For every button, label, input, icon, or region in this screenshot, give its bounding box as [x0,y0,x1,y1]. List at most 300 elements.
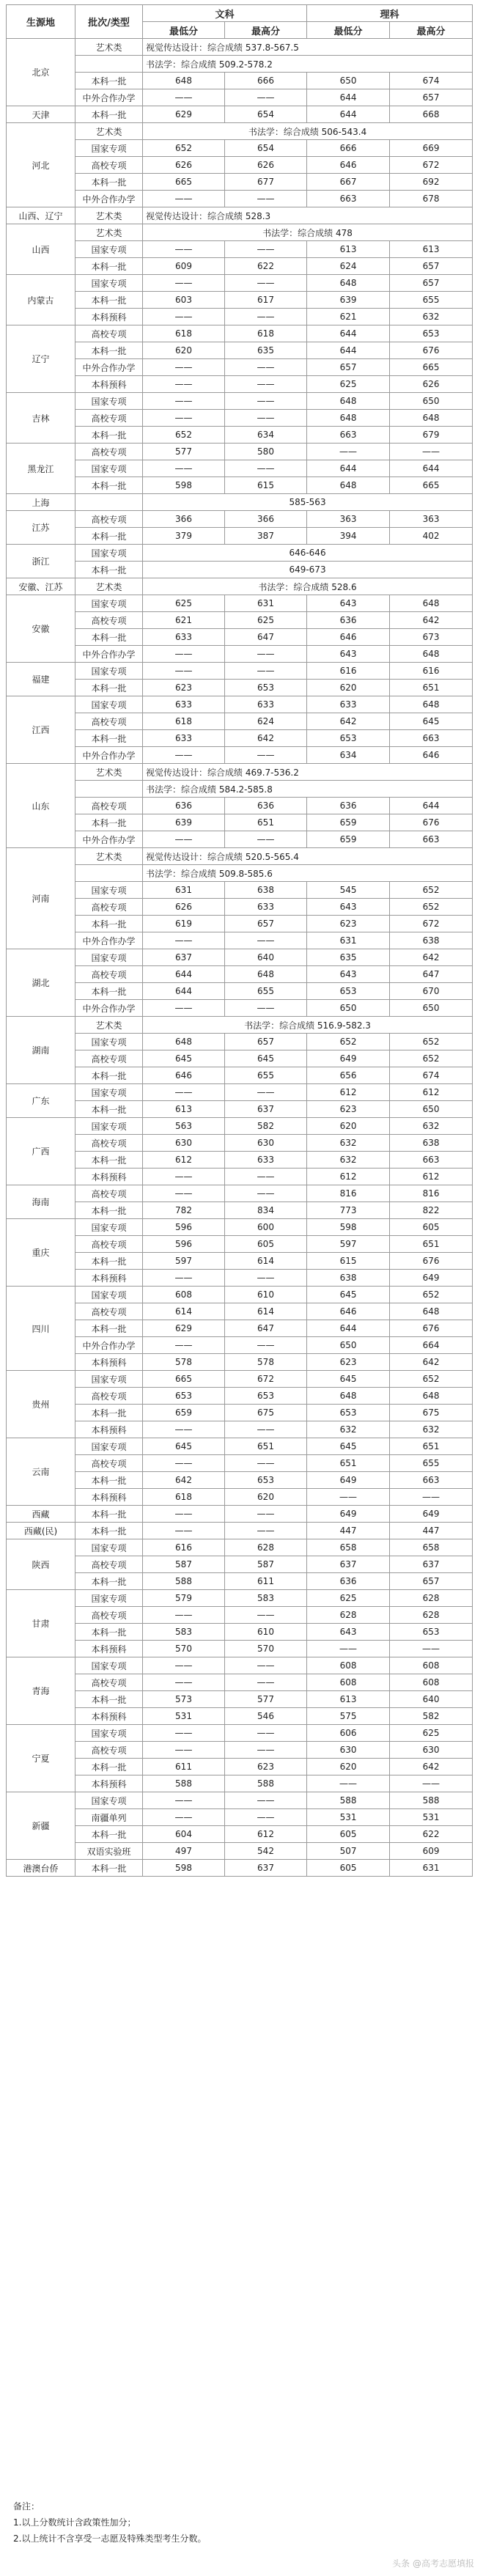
wenke-min-cell: 782 [143,1202,225,1219]
like-min-cell: 773 [307,1202,390,1219]
like-max-cell: 642 [390,949,473,966]
table-row [7,376,473,393]
table-row [7,1843,473,1860]
like-max-cell: 663 [390,1472,473,1489]
batch-cell: 高校专项 [75,1607,143,1624]
wenke-max-cell: 647 [225,629,307,646]
batch-cell: 本科一批 [75,477,143,494]
province-cell: 安徽 [7,595,75,663]
wenke-min-cell: 604 [143,1826,225,1843]
wenke-max-cell: —— [225,1674,307,1691]
wenke-min-cell: 588 [143,1573,225,1590]
table-row [7,1775,473,1792]
combined-score-cell: 书法学：综合成绩 584.2-585.8 [143,781,473,798]
wenke-max-cell: 624 [225,713,307,730]
batch-column-header: 批次/类型 [75,5,143,39]
like-min-cell: 612 [307,1084,390,1101]
batch-cell: 艺术类 [75,848,143,865]
batch-cell: 国家专项 [75,1118,143,1135]
like-max-cell: 652 [390,1371,473,1388]
table-row [7,646,473,663]
wenke-min-cell: 652 [143,140,225,157]
table-row [7,140,473,157]
table-row [7,932,473,949]
wenke-max-cell: 588 [225,1775,307,1792]
like-min-cell: 620 [307,1759,390,1775]
like-min-cell: 623 [307,1101,390,1118]
like-max-cell: 632 [390,309,473,325]
table-row [7,1354,473,1371]
wenke-max-cell: 653 [225,1472,307,1489]
wenke-max-cell: 610 [225,1287,307,1303]
like-max-cell: 649 [390,1270,473,1287]
wenke-max-cell: 834 [225,1202,307,1219]
wenke-min-cell: 642 [143,1472,225,1489]
like-max-cell: 649 [390,1506,473,1523]
wenke-max-cell: —— [225,1455,307,1472]
table-row [7,511,473,528]
wenke-max-cell: 645 [225,1050,307,1067]
batch-cell: 国家专项 [75,460,143,477]
wenke-min-cell: 633 [143,629,225,646]
batch-cell: 本科一批 [75,1506,143,1523]
wenke-max-cell: 634 [225,427,307,444]
like-max-cell: 626 [390,376,473,393]
like-max-cell: 676 [390,814,473,831]
wenke-min-cell: 611 [143,1759,225,1775]
wenke-min-cell: 570 [143,1641,225,1657]
wenke-min-cell: —— [143,747,225,764]
wenke-group-header: 文科 [143,5,307,22]
wenke-min-cell: —— [143,1506,225,1523]
combined-score-cell: 视觉传达设计：综合成绩 537.8-567.5 [143,39,473,56]
like-min-cell: 816 [307,1185,390,1202]
batch-cell: 中外合作办学 [75,831,143,848]
like-max-cell: 672 [390,157,473,174]
like-min-cell: 646 [307,1303,390,1320]
province-cell: 江西 [7,696,75,764]
batch-cell: 国家专项 [75,1725,143,1742]
province-cell: 陕西 [7,1539,75,1590]
table-row [7,1607,473,1624]
wenke-min-cell: —— [143,460,225,477]
wenke-max-cell: —— [225,932,307,949]
like-min-cell: 531 [307,1809,390,1826]
batch-cell: 本科一批 [75,916,143,932]
table-row [7,916,473,932]
wenke-max-cell: —— [225,275,307,292]
wenke-min-cell: 633 [143,730,225,747]
like-max-cell: 608 [390,1674,473,1691]
wenke-max-cell: —— [225,1657,307,1674]
table-row [7,1573,473,1590]
province-cell: 云南 [7,1438,75,1506]
batch-cell: 国家专项 [75,1034,143,1050]
wenke-max-cell: —— [225,747,307,764]
combined-score-cell: 585-563 [143,494,473,511]
batch-cell: 高校专项 [75,612,143,629]
batch-cell: 本科预科 [75,1641,143,1657]
combined-score-cell: 书法学：综合成绩 478 [143,224,473,241]
batch-cell: 本科预科 [75,1708,143,1725]
combined-score-cell: 视觉传达设计：综合成绩 520.5-565.4 [143,848,473,865]
batch-cell: 艺术类 [75,207,143,224]
table-row [7,1438,473,1455]
like-min-cell: 643 [307,899,390,916]
table-row [7,798,473,814]
wenke-min-cell: 366 [143,511,225,528]
wenke-min-cell: —— [143,932,225,949]
table-row [7,595,473,612]
table-row [7,1320,473,1337]
like-min-cell: —— [307,1775,390,1792]
batch-cell: 国家专项 [75,595,143,612]
wenke-max-cell: 620 [225,1489,307,1506]
like-max-cell: 616 [390,663,473,680]
like-max-cell: 647 [390,966,473,983]
wenke-max-cell: —— [225,376,307,393]
table-row [7,1152,473,1169]
batch-cell: 本科一批 [75,1860,143,1877]
wenke-min-cell: 623 [143,680,225,696]
table-row [7,1691,473,1708]
batch-cell: 高校专项 [75,1388,143,1405]
like-min-cell: 650 [307,1000,390,1017]
wenke-min-cell: 644 [143,966,225,983]
wenke-min-cell: 646 [143,1067,225,1084]
wenke-max-cell: —— [225,1725,307,1742]
wenke-max-cell: 622 [225,258,307,275]
wenke-max-cell: 625 [225,612,307,629]
like-max-cell: 663 [390,1152,473,1169]
like-min-cell: 645 [307,1438,390,1455]
province-cell: 上海 [7,494,75,511]
wenke-min-cell: 578 [143,1354,225,1371]
table-row [7,882,473,899]
like-min-cell: 643 [307,966,390,983]
wenke-min-cell: 598 [143,1860,225,1877]
like-min-cell: 643 [307,646,390,663]
wenke-max-cell: —— [225,1809,307,1826]
table-row [7,1556,473,1573]
admission-score-table [6,4,473,1877]
wenke-max-cell: —— [225,1742,307,1759]
batch-cell: 本科预科 [75,1421,143,1438]
wenke-min-cell: 598 [143,477,225,494]
like-min-cell: 639 [307,292,390,309]
like-max-cell: 447 [390,1523,473,1539]
like-max-cell: 657 [390,258,473,275]
like-max-cell: —— [390,1775,473,1792]
batch-cell: 国家专项 [75,696,143,713]
wenke-max-cell: 618 [225,325,307,342]
wenke-min-cell: —— [143,1674,225,1691]
wenke-min-cell: —— [143,1792,225,1809]
like-min-header: 最低分 [307,22,390,39]
batch-cell: 高校专项 [75,966,143,983]
wenke-min-header: 最低分 [143,22,225,39]
wenke-min-cell: 618 [143,713,225,730]
like-min-cell: 656 [307,1067,390,1084]
batch-cell: 本科一批 [75,983,143,1000]
wenke-min-cell: 596 [143,1236,225,1253]
table-row [7,157,473,174]
table-row [7,1000,473,1017]
batch-cell: 高校专项 [75,444,143,460]
wenke-min-cell: —— [143,1657,225,1674]
wenke-max-cell: 651 [225,814,307,831]
province-cell: 甘肃 [7,1590,75,1657]
like-min-cell: 630 [307,1742,390,1759]
table-row [7,1084,473,1101]
table-row [7,663,473,680]
like-min-cell: 637 [307,1556,390,1573]
wenke-max-cell: —— [225,1169,307,1185]
province-cell: 西藏(民) [7,1523,75,1539]
wenke-min-cell: —— [143,1169,225,1185]
table-row [7,39,473,56]
wenke-max-cell: 628 [225,1539,307,1556]
batch-cell: 国家专项 [75,1657,143,1674]
table-row [7,562,473,578]
batch-cell: 本科一批 [75,427,143,444]
table-row [7,224,473,241]
batch-cell: 国家专项 [75,949,143,966]
batch-cell: 本科预科 [75,309,143,325]
wenke-max-cell: —— [225,831,307,848]
batch-cell: 本科一批 [75,1101,143,1118]
like-max-cell: 652 [390,882,473,899]
table-row [7,865,473,882]
like-max-cell: 648 [390,1388,473,1405]
batch-cell: 本科一批 [75,1067,143,1084]
like-min-cell: 644 [307,342,390,359]
table-row [7,1405,473,1421]
wenke-min-cell: 645 [143,1438,225,1455]
wenke-max-cell: 653 [225,1388,307,1405]
like-min-cell: —— [307,444,390,460]
batch-cell: 国家专项 [75,140,143,157]
table-row [7,1017,473,1034]
like-min-cell: 623 [307,916,390,932]
like-min-cell: 616 [307,663,390,680]
like-min-cell: 646 [307,157,390,174]
wenke-max-cell: 672 [225,1371,307,1388]
province-cell: 广西 [7,1118,75,1185]
wenke-max-cell: 654 [225,140,307,157]
wenke-max-cell: 587 [225,1556,307,1573]
wenke-max-cell: —— [225,1607,307,1624]
like-min-cell: 620 [307,680,390,696]
batch-cell: 国家专项 [75,393,143,410]
like-max-cell: —— [390,1489,473,1506]
like-min-cell: 646 [307,629,390,646]
wenke-min-cell: —— [143,1000,225,1017]
wenke-min-cell: —— [143,663,225,680]
like-min-cell: 667 [307,174,390,191]
table-row [7,106,473,123]
like-group-header: 理科 [307,5,473,22]
like-min-cell: 623 [307,1354,390,1371]
wenke-max-cell: 542 [225,1843,307,1860]
batch-cell: 高校专项 [75,1185,143,1202]
like-max-cell: 638 [390,932,473,949]
batch-cell: 本科一批 [75,73,143,89]
batch-cell: 中外合作办学 [75,89,143,106]
like-max-cell: 651 [390,1236,473,1253]
wenke-min-cell: 630 [143,1135,225,1152]
like-max-cell: 822 [390,1202,473,1219]
table-row [7,325,473,342]
like-min-cell: 643 [307,1624,390,1641]
table-row [7,629,473,646]
batch-cell: 本科一批 [75,1253,143,1270]
table-row [7,578,473,595]
like-min-cell: 621 [307,309,390,325]
like-max-cell: 608 [390,1657,473,1674]
table-row [7,1236,473,1253]
table-row [7,123,473,140]
like-max-cell: 648 [390,595,473,612]
like-max-cell: 665 [390,359,473,376]
table-row [7,1506,473,1523]
wenke-max-cell: 655 [225,1067,307,1084]
table-row [7,56,473,73]
wenke-max-cell: 640 [225,949,307,966]
like-max-cell: 648 [390,410,473,427]
like-max-header: 最高分 [390,22,473,39]
table-row [7,1455,473,1472]
table-header [7,5,473,39]
wenke-min-cell: —— [143,1725,225,1742]
like-max-cell: 605 [390,1219,473,1236]
like-min-cell: 653 [307,983,390,1000]
batch-cell: 双语实验班 [75,1843,143,1860]
wenke-max-cell: 387 [225,528,307,545]
wenke-min-cell: —— [143,275,225,292]
wenke-max-cell: 648 [225,966,307,983]
table-row [7,1674,473,1691]
wenke-min-cell: 612 [143,1152,225,1169]
batch-cell: 国家专项 [75,1539,143,1556]
wenke-max-cell: 577 [225,1691,307,1708]
table-row [7,949,473,966]
batch-cell: 南疆单列 [75,1809,143,1826]
wenke-max-cell: —— [225,410,307,427]
table-row [7,848,473,865]
batch-cell: 本科预科 [75,1775,143,1792]
province-cell: 吉林 [7,393,75,444]
table-row [7,528,473,545]
wenke-max-cell: —— [225,393,307,410]
table-row [7,1539,473,1556]
like-max-cell: 652 [390,1287,473,1303]
wenke-max-cell: 633 [225,696,307,713]
table-row [7,1489,473,1506]
wenke-min-cell: —— [143,309,225,325]
like-max-cell: 640 [390,1691,473,1708]
wenke-max-cell: 651 [225,1438,307,1455]
wenke-max-cell: —— [225,460,307,477]
batch-cell: 高校专项 [75,325,143,342]
table-row [7,612,473,629]
batch-cell: 艺术类 [75,39,143,56]
batch-cell: 高校专项 [75,1236,143,1253]
table-row [7,444,473,460]
like-min-cell: 652 [307,1034,390,1050]
wenke-max-cell: 366 [225,511,307,528]
like-max-cell: 652 [390,899,473,916]
wenke-min-cell: 659 [143,1405,225,1421]
wenke-min-cell: 596 [143,1219,225,1236]
batch-cell: 高校专项 [75,511,143,528]
wenke-min-cell: —— [143,1742,225,1759]
wenke-min-cell: 645 [143,1050,225,1067]
batch-cell: 国家专项 [75,1792,143,1809]
batch-cell: 高校专项 [75,1050,143,1067]
table-row [7,1135,473,1152]
like-min-cell: 588 [307,1792,390,1809]
like-min-cell: 663 [307,427,390,444]
wenke-min-cell: 621 [143,612,225,629]
batch-cell: 艺术类 [75,1017,143,1034]
like-max-cell: 646 [390,747,473,764]
like-max-cell: 625 [390,1725,473,1742]
table-row [7,966,473,983]
batch-cell: 本科一批 [75,562,143,578]
like-min-cell: 394 [307,528,390,545]
table-row [7,460,473,477]
province-cell: 内蒙古 [7,275,75,325]
batch-cell: 本科预科 [75,1270,143,1287]
wenke-max-cell: —— [225,1792,307,1809]
wenke-min-cell: 573 [143,1691,225,1708]
batch-cell: 艺术类 [75,123,143,140]
table-row [7,1725,473,1742]
table-row [7,410,473,427]
like-min-cell: 650 [307,73,390,89]
wenke-min-cell: —— [143,1607,225,1624]
like-min-cell: 653 [307,730,390,747]
batch-cell: 本科一批 [75,1691,143,1708]
like-max-cell: 642 [390,1759,473,1775]
like-min-cell: 625 [307,1590,390,1607]
wenke-max-cell: 615 [225,477,307,494]
wenke-max-cell: 580 [225,444,307,460]
combined-score-cell: 书法学：综合成绩 506-543.4 [143,123,473,140]
batch-cell: 高校专项 [75,1303,143,1320]
like-max-cell: 632 [390,1421,473,1438]
wenke-min-cell: 665 [143,1371,225,1388]
batch-cell: 艺术类 [75,578,143,595]
like-max-cell: —— [390,1641,473,1657]
province-cell: 湖南 [7,1017,75,1084]
like-min-cell: 613 [307,241,390,258]
batch-cell: 国家专项 [75,241,143,258]
wenke-min-cell: 620 [143,342,225,359]
wenke-max-cell: 633 [225,899,307,916]
like-min-cell: 666 [307,140,390,157]
like-max-cell: 657 [390,1573,473,1590]
wenke-min-cell: 379 [143,528,225,545]
wenke-max-cell: 637 [225,1860,307,1877]
wenke-min-cell: —— [143,359,225,376]
watermark-text: 头条 @高考志愿填报 [392,2558,474,2569]
like-max-cell: 676 [390,342,473,359]
batch-cell: 高校专项 [75,798,143,814]
like-min-cell: 615 [307,1253,390,1270]
wenke-min-cell: 626 [143,899,225,916]
